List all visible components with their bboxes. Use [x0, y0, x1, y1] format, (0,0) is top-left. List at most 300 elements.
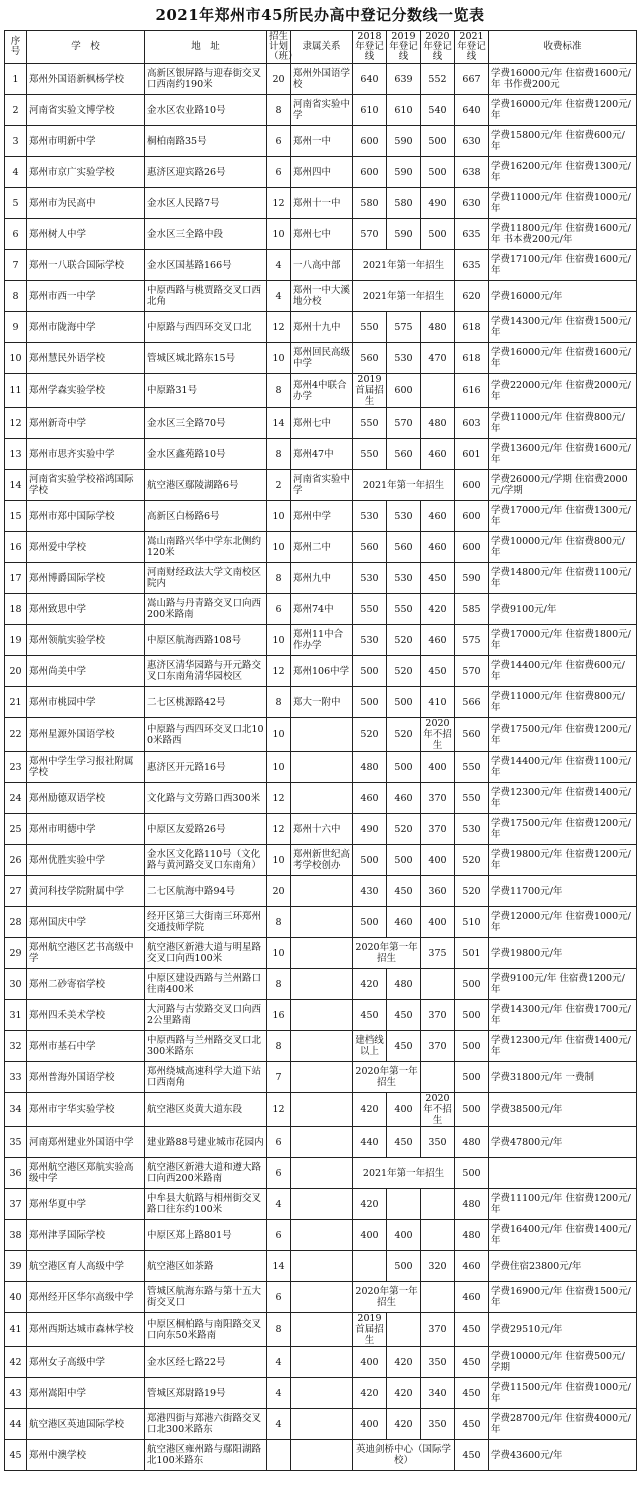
table-row: [5, 1031, 637, 1062]
score-2021: 560: [455, 718, 489, 752]
score-note: 2020年第一年招生: [353, 938, 421, 969]
fee-standard: 学费28700元/年 住宿费4000元/年: [489, 1409, 637, 1440]
table-row: [5, 532, 637, 563]
table-row: [5, 656, 637, 687]
fee-standard: [489, 1158, 637, 1189]
school-address: 金水区经七路22号: [145, 1347, 267, 1378]
affiliation: 郑州九中: [291, 563, 353, 594]
table-row: [5, 470, 637, 501]
row-number: 28: [5, 907, 27, 938]
score-2020: 460: [421, 439, 455, 470]
table-row: [5, 1282, 637, 1313]
enrollment-plan: 10: [267, 343, 291, 374]
enrollment-plan: 6: [267, 1127, 291, 1158]
school-address: 郑州绕城高速科学大道下站口西南角: [145, 1062, 267, 1093]
school-address: 管城区城北路东15号: [145, 343, 267, 374]
fee-standard: 学费11000元/年 住宿费1000元/年: [489, 188, 637, 219]
school-name: 郑州市西一中学: [27, 281, 145, 312]
school-name: 郑州嵩阳中学: [27, 1378, 145, 1409]
enrollment-plan: 12: [267, 814, 291, 845]
school-address: 航空港区新港大道和遵大路口向西200米路南: [145, 1158, 267, 1189]
fee-standard: 学费16400元/年 住宿费1400元/年: [489, 1220, 637, 1251]
affiliation: [291, 783, 353, 814]
score-2021: 600: [455, 501, 489, 532]
fee-standard: 学费47800元/年: [489, 1127, 637, 1158]
score-2021: 450: [455, 1313, 489, 1347]
school-name: 郑州市宇华实验学校: [27, 1093, 145, 1127]
fee-standard: 学费11700元/年: [489, 876, 637, 907]
enrollment-plan: 12: [267, 312, 291, 343]
affiliation: 郑州一中大溪地分校: [291, 281, 353, 312]
score-2020: 370: [421, 1000, 455, 1031]
score-note: 2021年第一年招生: [353, 250, 455, 281]
score-2021: 501: [455, 938, 489, 969]
row-number: 44: [5, 1409, 27, 1440]
score-2020: 340: [421, 1378, 455, 1409]
score-2021: 500: [455, 1158, 489, 1189]
score-2019: [387, 1189, 421, 1220]
column-header: 隶属关系: [291, 31, 353, 64]
row-number: 33: [5, 1062, 27, 1093]
score-2021: 616: [455, 374, 489, 408]
score-2018: 530: [353, 625, 387, 656]
enrollment-plan: 6: [267, 1220, 291, 1251]
score-2021: 635: [455, 250, 489, 281]
row-number: 19: [5, 625, 27, 656]
score-2019: 460: [387, 907, 421, 938]
school-address: 航空港区新港大道与明星路交叉口向西100米: [145, 938, 267, 969]
affiliation: [291, 1000, 353, 1031]
fee-standard: 学费17500元/年 住宿费1200元/年: [489, 718, 637, 752]
affiliation: [291, 1127, 353, 1158]
score-2021: 603: [455, 408, 489, 439]
score-2019: 570: [387, 408, 421, 439]
school-address: 金水区鑫苑路10号: [145, 439, 267, 470]
school-name: 郑州市陇海中学: [27, 312, 145, 343]
school-address: 金水区人民路7号: [145, 188, 267, 219]
row-number: 5: [5, 188, 27, 219]
score-2019: 530: [387, 501, 421, 532]
row-number: 9: [5, 312, 27, 343]
school-address: 航空港区如茶路: [145, 1251, 267, 1282]
school-name: 郑州致思中学: [27, 594, 145, 625]
enrollment-plan: 8: [267, 907, 291, 938]
score-note: 2020年第一年招生: [353, 1282, 421, 1313]
score-2020: 460: [421, 501, 455, 532]
affiliation: [291, 752, 353, 783]
school-name: 郑州慧民外语学校: [27, 343, 145, 374]
school-name: 郑州一八联合国际学校: [27, 250, 145, 281]
enrollment-plan: 8: [267, 374, 291, 408]
table-row: [5, 1127, 637, 1158]
score-2018: 550: [353, 439, 387, 470]
row-number: 12: [5, 408, 27, 439]
document-title: 2021年郑州市45所民办高中登记分数线一览表: [155, 6, 485, 24]
enrollment-plan: 8: [267, 95, 291, 126]
score-2019: 560: [387, 532, 421, 563]
fee-standard: 学费26000元/学期 住宿费2000元/学期: [489, 470, 637, 501]
row-number: 40: [5, 1282, 27, 1313]
score-2019: 590: [387, 157, 421, 188]
score-2020: 400: [421, 845, 455, 876]
score-2019: 420: [387, 1409, 421, 1440]
enrollment-plan: 20: [267, 876, 291, 907]
score-2021: 450: [455, 1440, 489, 1471]
score-2020: 370: [421, 783, 455, 814]
affiliation: 郑州中学: [291, 501, 353, 532]
school-address: 航空港区鄢陵湖路6号: [145, 470, 267, 501]
school-name: 郑州西斯达城市森林学校: [27, 1313, 145, 1347]
table-body: [5, 64, 637, 1471]
school-name: 郑州津孚国际学校: [27, 1220, 145, 1251]
score-2018: 550: [353, 408, 387, 439]
score-2018: 550: [353, 594, 387, 625]
fee-standard: 学费10000元/年 住宿费800元/年: [489, 532, 637, 563]
school-name: 黄河科技学院附属中学: [27, 876, 145, 907]
row-number: 8: [5, 281, 27, 312]
school-address: 管城区航海东路与第十五大街交叉口: [145, 1282, 267, 1313]
school-name: 河南郑州建业外国语中学: [27, 1127, 145, 1158]
school-address: 惠济区开元路16号: [145, 752, 267, 783]
score-2020: 490: [421, 188, 455, 219]
affiliation: [291, 1282, 353, 1313]
school-address: 河南财经政法大学文南校区院内: [145, 563, 267, 594]
enrollment-plan: 10: [267, 501, 291, 532]
row-number: 14: [5, 470, 27, 501]
table-header-row: [5, 31, 637, 64]
affiliation: [291, 876, 353, 907]
score-2020: [421, 969, 455, 1000]
score-2019: 400: [387, 1093, 421, 1127]
table-row: [5, 1000, 637, 1031]
fee-standard: 学费16000元/年 住宿费1200元/年: [489, 95, 637, 126]
score-2019: 575: [387, 312, 421, 343]
fee-standard: 学费19800元/年 住宿费1200元/年: [489, 845, 637, 876]
table-row: [5, 374, 637, 408]
row-number: 7: [5, 250, 27, 281]
school-address: 中原西路与桃贾路交叉口西北角: [145, 281, 267, 312]
table-row: [5, 343, 637, 374]
fee-standard: 学费31800元/年 一费制: [489, 1062, 637, 1093]
affiliation: 郑州七中: [291, 219, 353, 250]
score-2021: 450: [455, 1378, 489, 1409]
score-2018: 500: [353, 656, 387, 687]
enrollment-plan: 8: [267, 1031, 291, 1062]
enrollment-plan: 6: [267, 594, 291, 625]
enrollment-plan: 10: [267, 845, 291, 876]
score-2020: 400: [421, 907, 455, 938]
row-number: 25: [5, 814, 27, 845]
score-2019: 639: [387, 64, 421, 95]
affiliation: [291, 1093, 353, 1127]
fee-standard: 学费16000元/年: [489, 281, 637, 312]
score-2021: 635: [455, 219, 489, 250]
score-2021: 601: [455, 439, 489, 470]
fee-standard: 学费11000元/年 住宿费800元/年: [489, 408, 637, 439]
school-address: 大河路与古荥路交叉口向西2公里路南: [145, 1000, 267, 1031]
score-2020: [421, 1282, 455, 1313]
enrollment-plan: 12: [267, 1093, 291, 1127]
enrollment-plan: 4: [267, 1378, 291, 1409]
score-table: [4, 30, 637, 1471]
column-header: 招生计划（班）: [267, 31, 291, 64]
enrollment-plan: 14: [267, 1251, 291, 1282]
table-row: [5, 281, 637, 312]
table-row: [5, 1093, 637, 1127]
row-number: 41: [5, 1313, 27, 1347]
affiliation: [291, 1251, 353, 1282]
score-2020: 2020年不招生: [421, 1093, 455, 1127]
score-2018: 580: [353, 188, 387, 219]
score-2018: 430: [353, 876, 387, 907]
fee-standard: 学费12300元/年 住宿费1400元/年: [489, 783, 637, 814]
score-2020: 460: [421, 625, 455, 656]
score-2020: 420: [421, 594, 455, 625]
score-2021: 450: [455, 1347, 489, 1378]
school-address: 经开区第三大街南三环郑州交通技师学院: [145, 907, 267, 938]
affiliation: 郑州十六中: [291, 814, 353, 845]
score-2021: 618: [455, 343, 489, 374]
score-2020: 480: [421, 408, 455, 439]
school-name: 郑州航空港区郑航实验高级中学: [27, 1158, 145, 1189]
table-row: [5, 907, 637, 938]
score-2018: 420: [353, 1378, 387, 1409]
enrollment-plan: 4: [267, 281, 291, 312]
affiliation: 郑州11中合作办学: [291, 625, 353, 656]
school-name: 郑州中学生学习报社附属学校: [27, 752, 145, 783]
school-address: 中原路与西四环交叉口北100米路西: [145, 718, 267, 752]
score-2018: 500: [353, 845, 387, 876]
row-number: 4: [5, 157, 27, 188]
school-name: 郑州市为民高中: [27, 188, 145, 219]
score-2020: 370: [421, 1031, 455, 1062]
score-2021: 600: [455, 532, 489, 563]
school-address: 中原区建设西路与兰州路口往南400米: [145, 969, 267, 1000]
affiliation: 郑州外国语学校: [291, 64, 353, 95]
table-row: [5, 439, 637, 470]
score-2019: 420: [387, 1347, 421, 1378]
score-2020: 500: [421, 157, 455, 188]
school-name: 郑州市思齐实验中学: [27, 439, 145, 470]
row-number: 16: [5, 532, 27, 563]
row-number: 36: [5, 1158, 27, 1189]
affiliation: 郑州一中: [291, 126, 353, 157]
score-2021: 500: [455, 969, 489, 1000]
score-2021: 585: [455, 594, 489, 625]
fee-standard: 学费14800元/年 住宿费1100元/年: [489, 563, 637, 594]
row-number: 15: [5, 501, 27, 532]
row-number: 29: [5, 938, 27, 969]
school-name: 郑州树人中学: [27, 219, 145, 250]
row-number: 13: [5, 439, 27, 470]
enrollment-plan: 10: [267, 752, 291, 783]
enrollment-plan: 6: [267, 1282, 291, 1313]
affiliation: 郑州二中: [291, 532, 353, 563]
school-name: 郑州博爵国际学校: [27, 563, 145, 594]
score-2018: 450: [353, 1000, 387, 1031]
school-address: 金水区文化路110号（文化路与黄河路交叉口东南角）: [145, 845, 267, 876]
table-row: [5, 1251, 637, 1282]
score-2021: 520: [455, 876, 489, 907]
row-number: 20: [5, 656, 27, 687]
table-row: [5, 250, 637, 281]
score-2021: 480: [455, 1127, 489, 1158]
school-address: 中原区友爱路26号: [145, 814, 267, 845]
fee-standard: 学费9100元/年 住宿费1200元/年: [489, 969, 637, 1000]
enrollment-plan: 12: [267, 656, 291, 687]
score-2019: 480: [387, 969, 421, 1000]
school-address: 中原路31号: [145, 374, 267, 408]
score-2020: 320: [421, 1251, 455, 1282]
enrollment-plan: [267, 1440, 291, 1471]
score-2018: 420: [353, 1189, 387, 1220]
score-2019: 420: [387, 1378, 421, 1409]
enrollment-plan: 10: [267, 532, 291, 563]
score-2019: 610: [387, 95, 421, 126]
row-number: 31: [5, 1000, 27, 1031]
score-note: 2021年第一年招生: [353, 470, 455, 501]
column-header: 2019年登记线: [387, 31, 421, 64]
score-2021: 450: [455, 1409, 489, 1440]
score-2021: 618: [455, 312, 489, 343]
score-2018: 420: [353, 969, 387, 1000]
school-name: 航空港区英迪国际学校: [27, 1409, 145, 1440]
enrollment-plan: 6: [267, 126, 291, 157]
score-2019: 450: [387, 1127, 421, 1158]
score-2020: 370: [421, 1313, 455, 1347]
table-row: [5, 312, 637, 343]
fee-standard: 学费16000元/年 住宿费1600元/年 书作费200元: [489, 64, 637, 95]
score-2018: 500: [353, 687, 387, 718]
score-note: 2021年第一年招生: [353, 1158, 455, 1189]
enrollment-plan: 20: [267, 64, 291, 95]
score-2019: 500: [387, 687, 421, 718]
enrollment-plan: 10: [267, 938, 291, 969]
row-number: 3: [5, 126, 27, 157]
row-number: 18: [5, 594, 27, 625]
table-row: [5, 501, 637, 532]
school-name: 郑州华夏中学: [27, 1189, 145, 1220]
school-name: 郑州新奇中学: [27, 408, 145, 439]
enrollment-plan: 12: [267, 188, 291, 219]
column-header: 学 校: [27, 31, 145, 64]
fee-standard: 学费38500元/年: [489, 1093, 637, 1127]
score-2021: 550: [455, 783, 489, 814]
score-note: 英迪剑桥中心（国际学校）: [353, 1440, 455, 1471]
score-2020: 470: [421, 343, 455, 374]
score-2018: 建档线以上: [353, 1031, 387, 1062]
score-2021: 460: [455, 1282, 489, 1313]
score-2020: 2020年不招生: [421, 718, 455, 752]
affiliation: 郑州十九中: [291, 312, 353, 343]
score-2019: 500: [387, 1251, 421, 1282]
affiliation: [291, 907, 353, 938]
score-2021: 570: [455, 656, 489, 687]
row-number: 39: [5, 1251, 27, 1282]
fee-standard: 学费11100元/年 住宿费1200元/年: [489, 1189, 637, 1220]
fee-standard: 学费22000元/年 住宿费2000元/年: [489, 374, 637, 408]
row-number: 21: [5, 687, 27, 718]
affiliation: 郑州回民高级中学: [291, 343, 353, 374]
school-address: 嵩山路与丹青路交叉口向西200米路南: [145, 594, 267, 625]
affiliation: 郑州47中: [291, 439, 353, 470]
affiliation: [291, 718, 353, 752]
score-2018: 560: [353, 343, 387, 374]
enrollment-plan: 14: [267, 408, 291, 439]
score-2019: 580: [387, 188, 421, 219]
school-name: 郑州普海外国语学校: [27, 1062, 145, 1093]
table-row: [5, 876, 637, 907]
fee-standard: 学费17000元/年 住宿费1300元/年: [489, 501, 637, 532]
fee-standard: 学费19800元/年: [489, 938, 637, 969]
score-2020: 370: [421, 814, 455, 845]
enrollment-plan: 8: [267, 1313, 291, 1347]
score-2020: [421, 1189, 455, 1220]
school-address: 中牟县大航路与相州街交叉路口往东约100米: [145, 1189, 267, 1220]
enrollment-plan: 10: [267, 718, 291, 752]
table-row: [5, 625, 637, 656]
school-name: 郑州尚美中学: [27, 656, 145, 687]
score-2020: [421, 374, 455, 408]
fee-standard: 学费16000元/年 住宿费1600元/年: [489, 343, 637, 374]
affiliation: 河南省实验中学: [291, 95, 353, 126]
school-address: 中原区郑上路801号: [145, 1220, 267, 1251]
table-row: [5, 1409, 637, 1440]
score-2018: 400: [353, 1220, 387, 1251]
score-2020: 350: [421, 1127, 455, 1158]
row-number: 34: [5, 1093, 27, 1127]
school-name: 郑州中澳学校: [27, 1440, 145, 1471]
fee-standard: 学费11800元/年 住宿费1600元/年 书本费200元/年: [489, 219, 637, 250]
score-2020: 350: [421, 1409, 455, 1440]
row-number: 1: [5, 64, 27, 95]
score-2021: 520: [455, 845, 489, 876]
table-row: [5, 845, 637, 876]
affiliation: 郑州七中: [291, 408, 353, 439]
school-name: 郑州市明德中学: [27, 814, 145, 845]
score-2018: [353, 1251, 387, 1282]
table-row: [5, 969, 637, 1000]
row-number: 2: [5, 95, 27, 126]
score-2019: 590: [387, 219, 421, 250]
school-name: 郑州航空港区艺书高级中学: [27, 938, 145, 969]
school-address: 航空港区雍州路与鄢阳湖路北100米路东: [145, 1440, 267, 1471]
enrollment-plan: 4: [267, 250, 291, 281]
enrollment-plan: 8: [267, 969, 291, 1000]
fee-standard: 学费29510元/年: [489, 1313, 637, 1347]
table-row: [5, 1189, 637, 1220]
row-number: 27: [5, 876, 27, 907]
score-2021: 480: [455, 1220, 489, 1251]
row-number: 6: [5, 219, 27, 250]
score-2018: 570: [353, 219, 387, 250]
school-address: 惠济区迎宾路26号: [145, 157, 267, 188]
fee-standard: 学费11500元/年 住宿费1000元/年: [489, 1378, 637, 1409]
table-row: [5, 188, 637, 219]
score-2020: 360: [421, 876, 455, 907]
row-number: 26: [5, 845, 27, 876]
school-name: 郑州二砂寄宿学校: [27, 969, 145, 1000]
score-2021: 510: [455, 907, 489, 938]
school-name: 郑州国庆中学: [27, 907, 145, 938]
row-number: 37: [5, 1189, 27, 1220]
school-address: 中原区航海西路108号: [145, 625, 267, 656]
score-2020: 410: [421, 687, 455, 718]
school-address: 中原西路与兰州路交叉口北300米路东: [145, 1031, 267, 1062]
school-name: 郑州爱中学校: [27, 532, 145, 563]
column-header: 收费标准: [489, 31, 637, 64]
affiliation: [291, 1440, 353, 1471]
